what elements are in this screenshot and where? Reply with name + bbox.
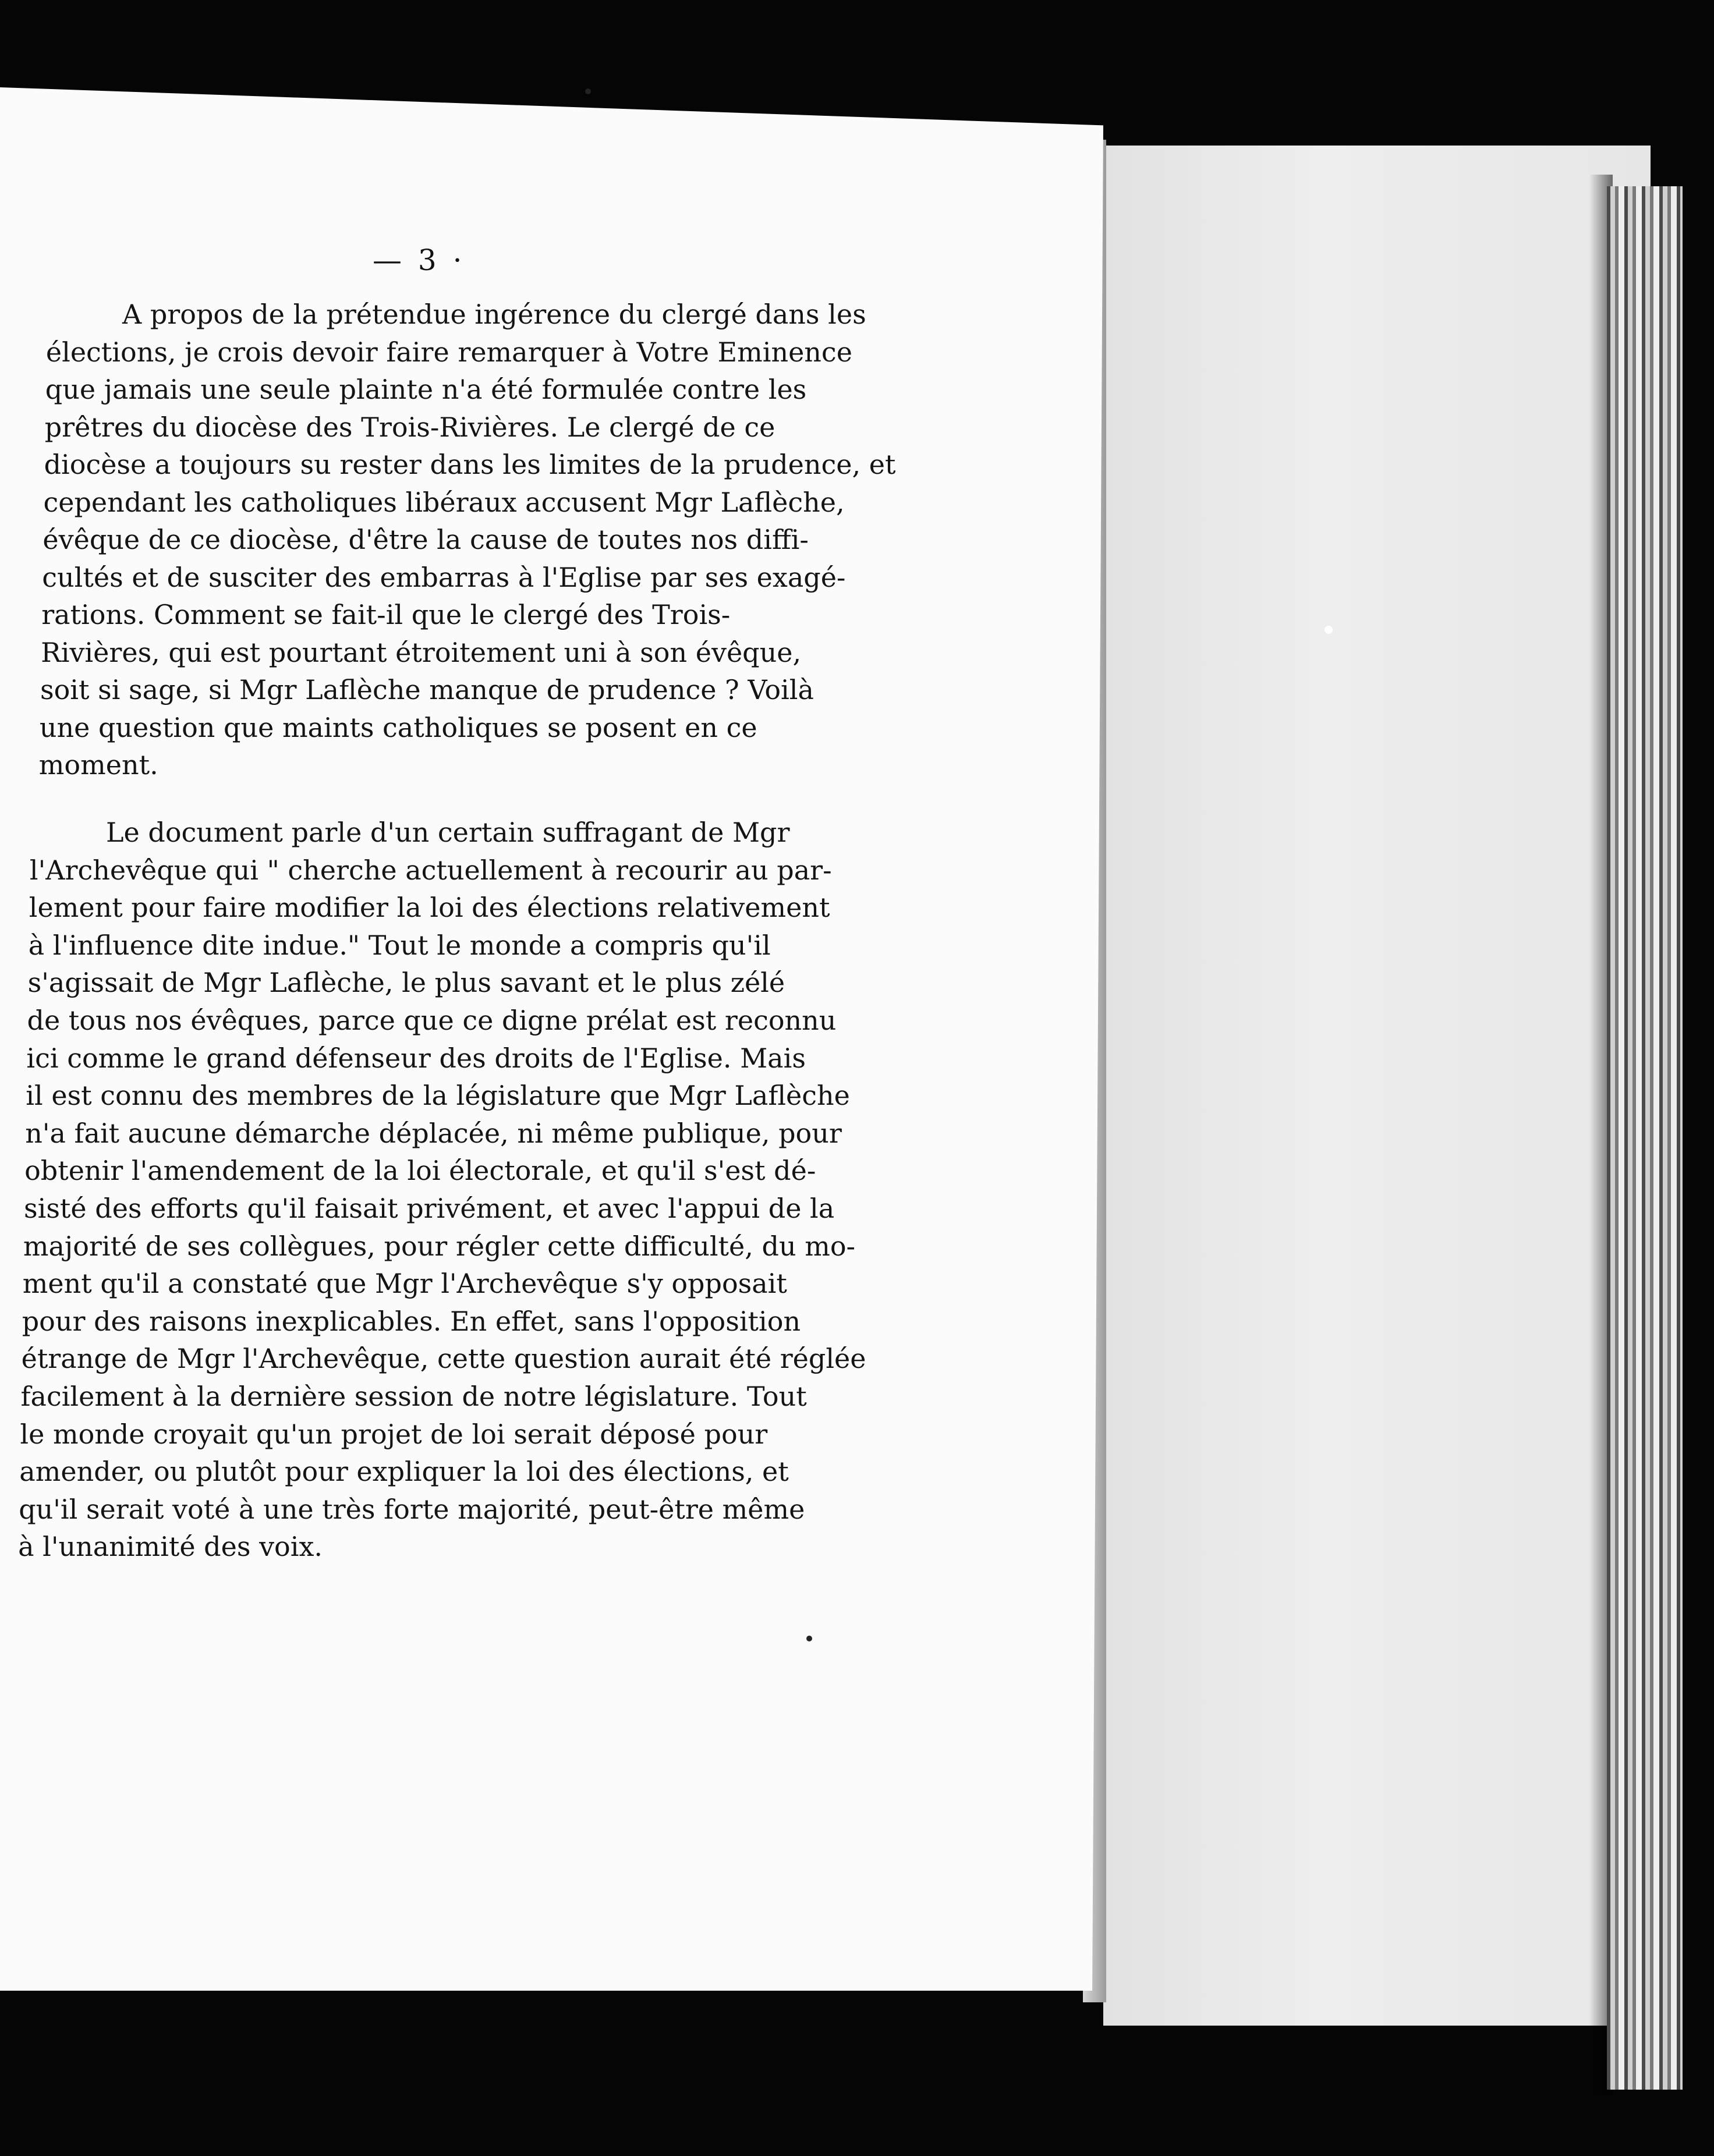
text-line: de tous nos évêques, parce que ce digne prélat est reconnu <box>27 1005 837 1036</box>
text-line: il est connu des membres de la législature que Mgr Laflèche <box>26 1080 850 1111</box>
text-line: obtenir l'amendement de la loi électorale, et qu'il s'est dé- <box>24 1155 816 1186</box>
text-line: sisté des efforts qu'il faisait privément, et avec l'appui de la <box>24 1193 835 1224</box>
text-line: ici comme le grand défenseur des droits de l'Eglise. Mais <box>26 1042 806 1074</box>
dust-speck <box>1325 626 1333 634</box>
book-edge <box>1607 186 1683 2090</box>
text-line: élections, je crois devoir faire remarquer à Votre Eminence <box>45 336 852 368</box>
text-line: ment qu'il a constaté que Mgr l'Archevêque s'y opposait <box>22 1268 787 1299</box>
text-line: soit si sage, si Mgr Laflèche manque de prudence ? Voilà <box>40 674 814 705</box>
text-line: rations. Comment se fait-il que le clergé des Trois- <box>41 599 731 630</box>
text-line: qu'il serait voté à une très forte majorité, peut-être même <box>19 1494 805 1525</box>
text-line: le monde croyait qu'un projet de loi serait déposé pour <box>20 1419 768 1450</box>
text-line: Le document parle d'un certain suffragant de Mgr <box>106 817 790 848</box>
page-number: — 3 · <box>373 243 466 277</box>
text-line: une question que maints catholiques se posent en ce <box>39 712 757 743</box>
text-line: lement pour faire modifier la loi des élections relativement <box>29 892 830 923</box>
text-line: Rivières, qui est pourtant étroitement uni à son évêque, <box>41 637 802 668</box>
ink-speck <box>806 1636 812 1641</box>
text-line: l'Archevêque qui " cherche actuellement à recourir au par- <box>29 854 832 886</box>
facing-page <box>1103 146 1651 2026</box>
text-line: prêtres du diocèse des Trois-Rivières. Le clergé de ce <box>44 412 775 443</box>
text-line: A propos de la prétendue ingérence du clergé dans les <box>122 299 866 330</box>
text-line: majorité de ses collègues, pour régler cette difficulté, du mo- <box>23 1231 856 1262</box>
text-line: à l'unanimité des voix. <box>18 1531 323 1562</box>
text-line: moment. <box>38 749 158 781</box>
text-line: à l'influence dite indue." Tout le monde a compris qu'il <box>28 930 771 961</box>
text-line: étrange de Mgr l'Archevêque, cette question aurait été réglée <box>21 1343 866 1374</box>
text-line: que jamais une seule plainte n'a été formulée contre les <box>45 374 807 405</box>
text-line: facilement à la dernière session de notre législature. Tout <box>20 1381 807 1412</box>
text-line: pour des raisons inexplicables. En effet, sans l'opposition <box>22 1306 801 1337</box>
text-line: évêque de ce diocèse, d'être la cause de toutes nos diffi- <box>43 524 809 555</box>
text-line: n'a fait aucune démarche déplacée, ni même publique, pour <box>25 1118 842 1149</box>
text-line: cependant les catholiques libéraux accusent Mgr Laflèche, <box>43 487 845 518</box>
text-line: diocèse a toujours su rester dans les limites de la prudence, et <box>44 449 896 480</box>
text-line: cultés et de susciter des embarras à l'Eglise par ses exagé- <box>42 562 846 593</box>
text-line: amender, ou plutôt pour expliquer la loi des élections, et <box>19 1456 789 1487</box>
text-line: s'agissait de Mgr Laflèche, le plus savant et le plus zélé <box>27 967 785 998</box>
ink-speck <box>585 88 591 94</box>
